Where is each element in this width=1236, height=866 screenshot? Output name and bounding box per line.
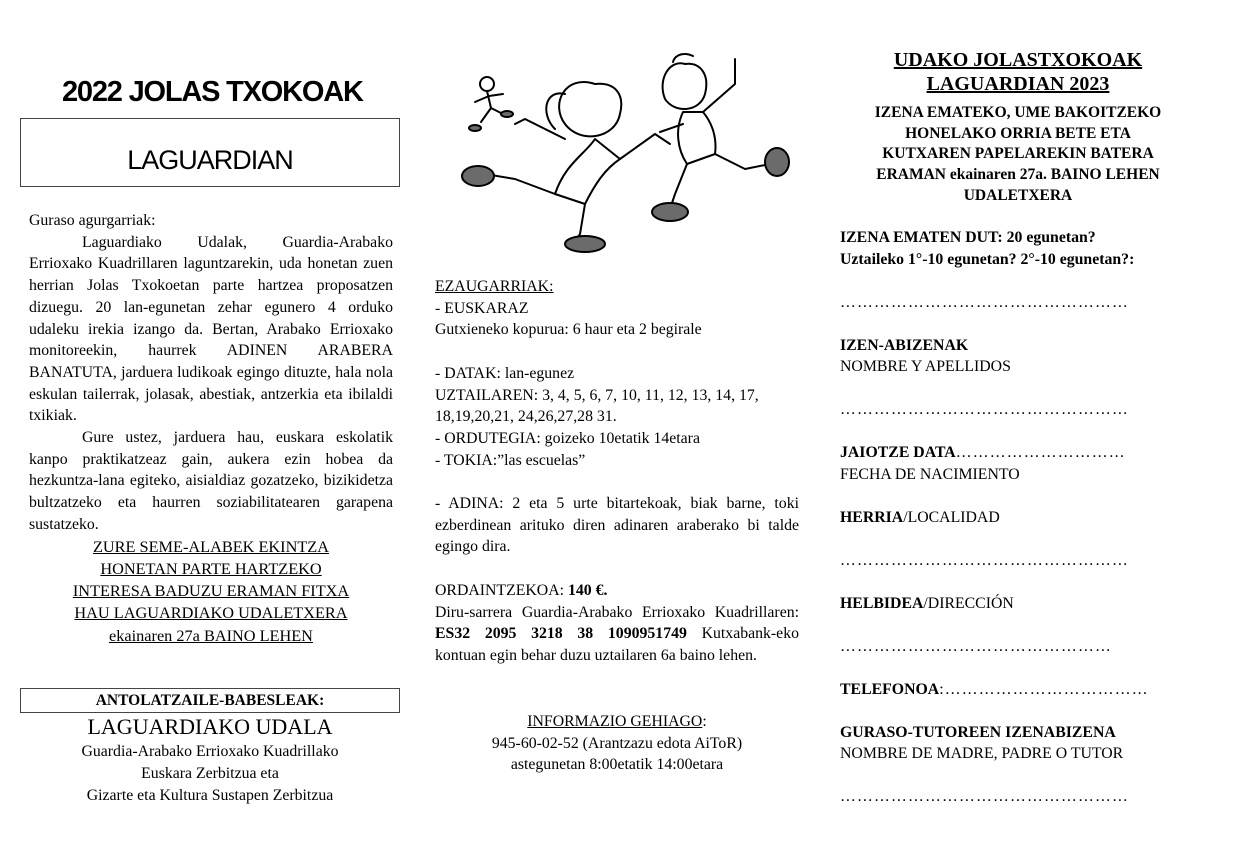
register-label: IZENA EMATEN DUT: 20 egunetan?	[840, 229, 1096, 246]
july-period-label: Uztaileko 1°-10 egunetan? 2°-10 egunetan?:	[840, 251, 1135, 268]
feature-dates-list: UZTAILAREN: 3, 4, 5, 6, 7, 10, 11, 12, 13, 14, 17, 18,19,20,21, 24,26,27,28 31.	[435, 386, 759, 426]
call-to-action	[29, 536, 393, 647]
phone-row	[840, 679, 1200, 701]
instruction-line: IZENA EMATEKO, UME BAKOITZEKO	[874, 104, 1162, 121]
form-title-line: UDAKO JOLASTXOKOAK	[893, 49, 1143, 71]
instruction-line: UDALETXERA	[963, 186, 1073, 204]
feature-age: - ADINA: 2 eta 5 urte bitartekoak, biak barne, toki ezberdinean arituko diren adinaren araberako bi talde egingo dira.	[435, 495, 799, 556]
organizer-line: Gizarte eta Kultura Sustapen Zerbitzua	[86, 787, 334, 804]
cta-line: HONETAN PARTE HARTZEKO	[100, 558, 322, 578]
town-label-es: /LOCALIDAD	[903, 509, 1000, 526]
payment-line	[435, 580, 799, 602]
letter-body	[29, 210, 393, 647]
name-label: IZEN-ABIZENAK	[840, 337, 969, 354]
iban: ES32 2095 3218 38 1090951749	[435, 625, 687, 643]
instruction-line: ERAMAN ekainaren 27a. BAINO LEHEN	[876, 166, 1160, 184]
feature-place: - TOKIA:”las escuelas”	[435, 451, 586, 469]
guardian-answer-line[interactable]: ……………………………………………	[840, 788, 1129, 805]
instruction-line: KUTXAREN PAPELAREKIN BATERA	[882, 145, 1154, 163]
running-children-illustration	[445, 44, 790, 256]
place-title: LAGUARDIAN	[127, 145, 293, 175]
address-row	[840, 593, 1200, 615]
deposit-paragraph	[435, 602, 799, 667]
town-row	[840, 507, 1200, 529]
name-answer-line[interactable]: ……………………………………………	[840, 401, 1129, 418]
info-title-line	[435, 711, 799, 733]
info-phone: 945-60-02-52 (Arantzazu edota AiToR)	[491, 734, 743, 752]
address-label: HELBIDEA	[840, 595, 924, 612]
organizer-main: LAGUARDIAKO UDALA	[87, 714, 333, 739]
cta-line: INTERESA BADUZU ERAMAN FITXA	[72, 581, 350, 601]
form-title-line: LAGUARDIAN 2023	[926, 73, 1110, 95]
organizers-header: ANTOLATZAILE-BABESLEAK:	[20, 688, 400, 713]
instruction-line: HONELAKO ORRIA BETE ETA	[905, 124, 1131, 142]
more-info	[435, 711, 799, 776]
greeting: Guraso agurgarriak:	[29, 212, 156, 229]
organizer-list	[20, 741, 400, 807]
organizer-line: Euskara Zerbitzua eta	[141, 765, 279, 782]
birth-date-label-es: FECHA DE NACIMIENTO	[840, 466, 1020, 483]
place-title-box	[20, 118, 400, 187]
info-title: INFORMAZIO GEHIAGO	[527, 713, 703, 730]
guardian-label-es: NOMBRE DE MADRE, PADRE O TUTOR	[840, 745, 1124, 762]
info-colon: :	[702, 713, 707, 730]
year-title: 2022 JOLAS TXOKOAK	[62, 76, 363, 108]
feature-language: - EUSKARAZ	[435, 299, 529, 317]
phone-answer-line[interactable]: :………………………………	[939, 681, 1149, 698]
cta-line: HAU LAGUARDIAKO UDALETXERA	[74, 603, 348, 623]
register-answer-line[interactable]: ……………………………………………	[840, 294, 1129, 311]
form-title	[838, 48, 1198, 96]
phone-label: TELEFONOA	[840, 681, 940, 698]
payment-amount: 140 €.	[567, 581, 608, 599]
address-label-es: /DIRECCIÓN	[923, 595, 1014, 612]
name-label-es: NOMBRE Y APELLIDOS	[840, 358, 1011, 375]
features-title: EZAUGARRIAK:	[435, 278, 554, 295]
birth-date-answer-line[interactable]: …………………………	[955, 444, 1126, 461]
organizer-line: Guardia-Arabako Errioxako Kuadrillako	[81, 743, 339, 760]
paragraph-purpose: Gure ustez, jarduera hau, euskara eskolatik kanpo praktikatzeaz gain, aukera ezin hobea da hezkuntza-lana egiteko, aisialdiaz gozatzeko, bizikidetza bultzatzeko eta haurren soziabilitatearen garapena sustatzeko.	[29, 429, 393, 533]
town-answer-line[interactable]: ……………………………………………	[840, 552, 1129, 569]
feature-schedule: - ORDUTEGIA: goizeko 10etatik 14etara	[435, 429, 700, 447]
birth-date-row	[840, 442, 1200, 464]
info-hours: astegunetan 8:00etatik 14:00etara	[510, 756, 724, 774]
town-label: HERRIA	[840, 509, 904, 526]
feature-min-participants: Gutxieneko kopurua: 6 haur eta 2 begirale	[435, 321, 702, 339]
deposit-text: Diru-sarrera Guardia-Arabako Errioxako Kuadrillaren:	[435, 603, 799, 621]
guardian-label: GURASO-TUTOREEN IZENABIZENA	[840, 724, 1116, 741]
address-answer-line[interactable]: …………………………………………	[840, 638, 1112, 655]
paragraph-intro: Laguardiako Udalak, Guardia-Arabako Errioxako Kuadrillaren laguntzarekin, uda honetan zuen herrian Jolas Txokoetan parte hartzea proposatzen dizuegu. 20 lan-egunetan zehar egunero 4 orduko udaleku irekia izango da. Bertan, Arabako Errioxako monitoreekin, haurrek ADINEN ARABERA BANATUTA, jarduera ludikoak egingo dituzte, hala nola eskulan tailerrak, jolasak, abestiak, antzerkia eta ibilaldi txikiak.	[29, 233, 393, 425]
form-instructions	[838, 103, 1198, 207]
features-section	[435, 276, 799, 667]
birth-date-label: JAIOTZE DATA	[840, 444, 956, 461]
feature-dates-label: - DATAK: lan-egunez	[435, 364, 575, 382]
deposit-text-2: Kutxabank-eko kontuan egin behar duzu uztailaren 6a baino lehen.	[435, 625, 799, 664]
payment-label: ORDAINTZEKOA:	[435, 581, 568, 599]
cta-line: ZURE SEME-ALABEK EKINTZA	[92, 536, 330, 556]
cta-line: ekainaren 27a BAINO LEHEN	[109, 625, 313, 645]
